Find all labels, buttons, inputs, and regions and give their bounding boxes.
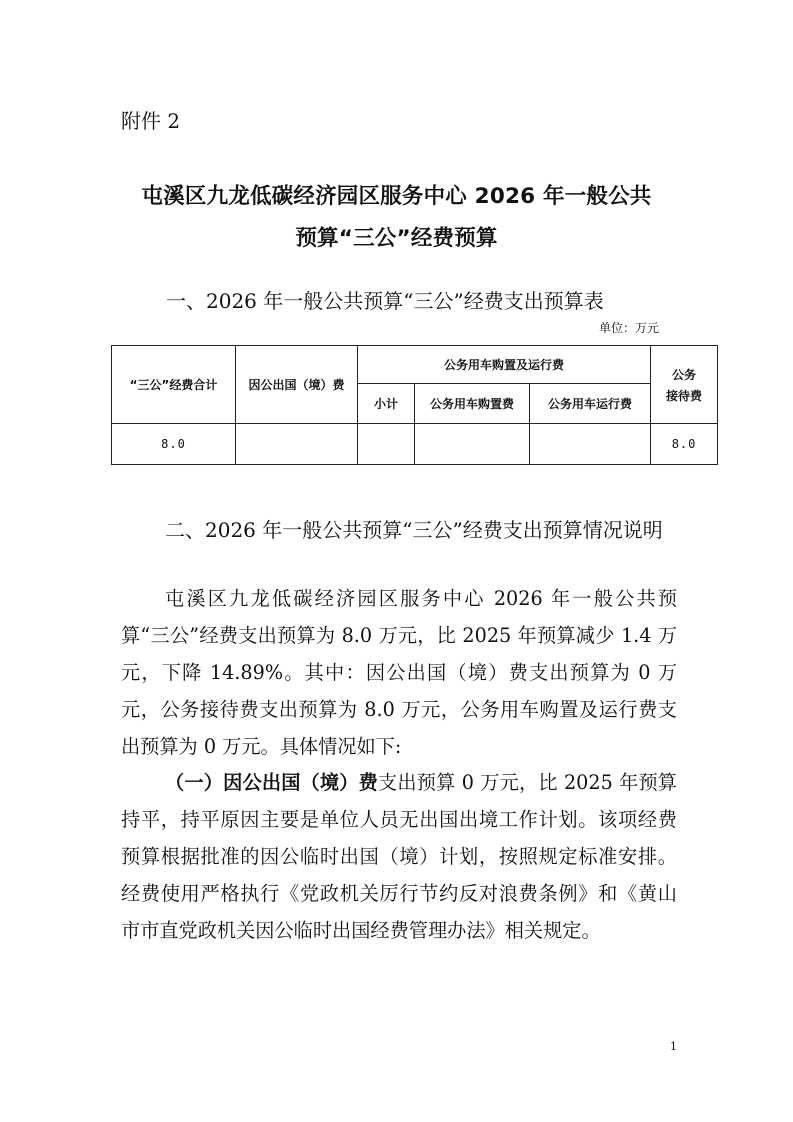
title-line-2: 预算“三公”经费预算 (295, 226, 498, 251)
header-reception-line-2: 接待费 (666, 388, 703, 403)
cell-total: 8.0 (112, 424, 236, 465)
paragraph-abroad (121, 764, 677, 949)
header-reception-line-1: 公务 (672, 367, 697, 382)
budget-table (111, 345, 718, 465)
cell-purchase (415, 424, 530, 465)
title-line-1: 屯溪区九龙低碳经济园区服务中心 2026 年一般公共 (141, 184, 652, 209)
section-1-heading: 一、2026 年一般公共预算“三公”经费支出预算表 (166, 289, 604, 313)
document-title (100, 176, 693, 260)
header-purchase: 公务用车购置费 (415, 384, 530, 424)
attachment-label: 附件 2 (121, 109, 181, 133)
header-subtotal: 小计 (358, 384, 415, 424)
header-vehicle-group: 公务用车购置及运行费 (358, 346, 651, 384)
section-2-heading: 二、2026 年一般公共预算“三公”经费支出预算情况说明 (165, 518, 663, 542)
paragraph-abroad-lead: （一）因公出国（境）费 (165, 771, 379, 794)
header-total: “三公”经费合计 (112, 346, 236, 424)
cell-subtotal (358, 424, 415, 465)
header-operation: 公务用车运行费 (530, 384, 651, 424)
header-reception (651, 346, 718, 424)
cell-reception: 8.0 (651, 424, 718, 465)
header-abroad: 因公出国（境）费 (236, 346, 358, 424)
unit-label: 单位：万元 (599, 321, 660, 335)
cell-operation (530, 424, 651, 465)
paragraph-abroad-body: 支出预算 0 万元，比 2025 年预算持平，持平原因主要是单位人员无出国出境工作计划。该项经费预算根据批准的因公临时出国（境）计划，按照规定标准安排。经费使用严格执行《党政机关厉行节约反对浪费条例》和《黄山市市直党政机关因公临时出国经费管理办法》相关规定。 (121, 771, 677, 942)
cell-abroad (236, 424, 358, 465)
paragraph-summary: 屯溪区九龙低碳经济园区服务中心 2026 年一般公共预算“三公”经费支出预算为 8.0 万元，比 2025 年预算减少 1.4 万元，下降 14.89%。其中：因公出国（境）费支出预算为 0 万元，公务接待费支出预算为 8.0 万元，公务用车购置及运行费支出预算为 0 万元。具体情况如下: (121, 587, 677, 758)
page-number: 1 (670, 1040, 677, 1053)
